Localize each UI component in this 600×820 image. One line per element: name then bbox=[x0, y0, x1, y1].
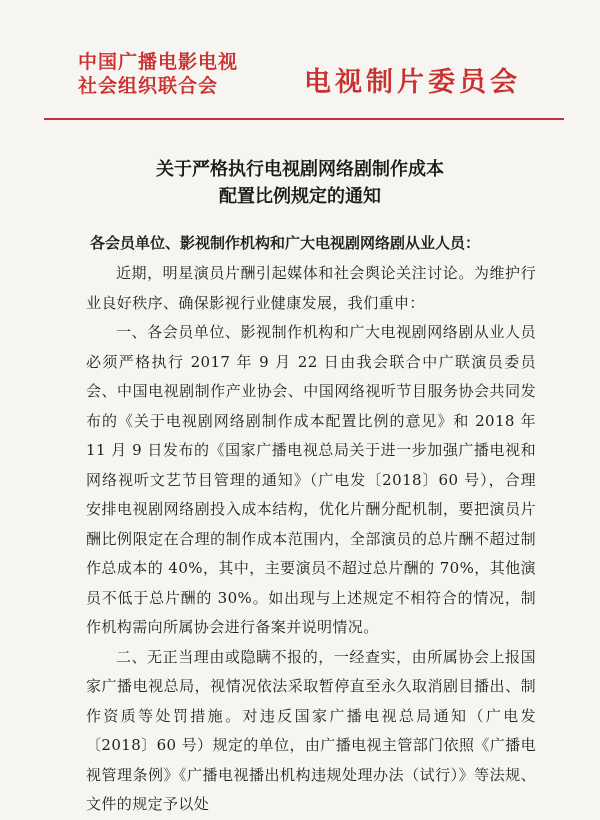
letterhead-divider bbox=[44, 118, 564, 120]
organization-name-line-2: 社会组织联合会 bbox=[78, 75, 219, 97]
document-title-line-1: 关于严格执行电视剧网络剧制作成本 bbox=[156, 159, 444, 180]
organization-name bbox=[78, 50, 238, 98]
organization-name-line-1: 中国广播电影电视 bbox=[78, 51, 239, 73]
letterhead bbox=[78, 50, 558, 102]
paragraph-intro: 近期，明星演员片酬引起媒体和社会舆论关注讨论。为维护行业良好秩序、确保影视行业健康发展，我们重申： bbox=[86, 264, 536, 312]
document-title-line-2: 配置比例规定的通知 bbox=[219, 186, 381, 207]
salutation: 各会员单位、影视制作机构和广大电视剧网络剧从业人员： bbox=[90, 234, 481, 252]
paragraph-section-2: 二、无正当理由或隐瞒不报的，一经查实，由所属协会上报国家广播电视总局，视情况依法采取暂停直至永久取消剧目播出、制作资质等处罚措施。对违反国家广播电视总局通知（广电发〔2018〕60 号）规定的单位，由广播电视主管部门依照《广播电视管理条例》《广播电视播出机构违规处理办法（试行）》等法规、文件的规定予以处 bbox=[86, 647, 536, 813]
committee-name: 电视制片委员会 bbox=[304, 67, 521, 98]
document-body bbox=[86, 259, 536, 820]
document-title bbox=[0, 156, 600, 210]
paragraph-section-1: 一、各会员单位、影视制作机构和广大电视剧网络剧从业人员必须严格执行 2017 年 9 月 22 日由我会联合中广联演员委员会、中国电视剧制作产业协会、中国网络视听节目服务协会共同发布的《关于电视剧网络剧制作成本配置比例的意见》和 2018 年 11 月 9 日发布的《国家广播电视总局关于进一步加强广播电视和网络视听文艺节目管理的通知》（广电发〔2018〕60 号），合理安排电视剧网络剧投入成本结构，优化片酬分配机制，要把演员片酬比例限定在合理的制作成本范围内，全部演员的总片酬不超过制作总成本的 40%，其中，主要演员不超过总片酬的 70%，其他演员不低于总片酬的 30%。如出现与上述规定不相符合的情况，制作机构需向所属协会进行备案并说明情况。 bbox=[86, 323, 536, 636]
